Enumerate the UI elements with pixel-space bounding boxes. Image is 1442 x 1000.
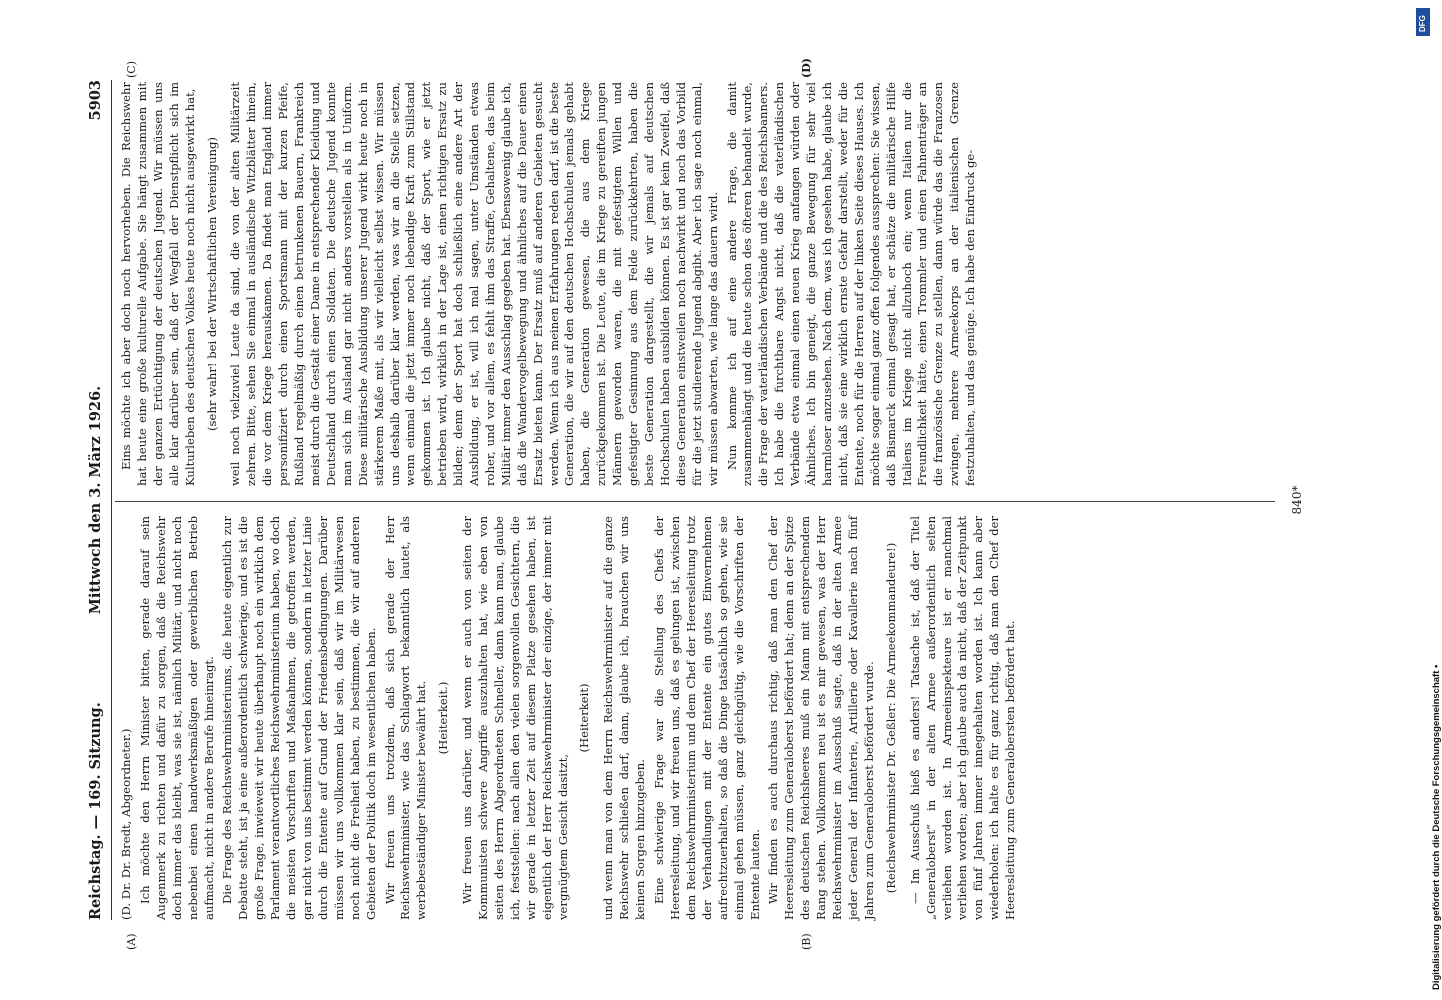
paragraph: Ich möchte den Herrn Minister bitten, gerade darauf sein Augenmerk zu richten und dafür zu sorgen, daß die Reichswehr doch immer das bleibt, was sie ist, nämlich Militär, und nicht noch nebenbei einen handwerksmäßigen oder gewerblichen Betrieb aufmacht, nicht in andere Berufe hineinragt. [137, 516, 216, 920]
header-rule [111, 80, 112, 920]
margin-marker-d: (D) [800, 58, 813, 78]
paragraph: Eins möchte ich aber doch noch hervorheben. Die Reichswehr hat heute eine große kulturelle Aufgabe. Sie hängt zusammen mit der ganzen Ertüchtigung der deutschen Jugend. Wir müssen uns alle klar darüber sein, daß der Wegfall der Dienstpflicht sich im Kulturleben des deutschen Volkes heute noch nicht ausgewirkt hat, [119, 82, 197, 486]
paragraph: und wenn man von dem Herrn Reichswehrminister auf die ganze Reichswehr schließen darf, dann, glaube ich, brauchen wir uns keinen Sorgen hinzugeben. [601, 516, 648, 920]
interjection: (Heiterkeit.) [436, 681, 451, 755]
digitization-sidebar [1405, 0, 1442, 1000]
paragraph: Wir freuen uns trotzdem, daß sich gerade der Herr Reichswehrminister, wie das Schlagwort bekanntlich lautet, als werbebeständiger Minister bewährt hat. [382, 516, 429, 920]
paragraph: Wir freuen uns darüber, und wenn er auch von seiten der Kommunisten schwere Angriffe auszuhalten hat, wie eben von seiten des Herrn Abgeordneten Schneller, dann kann man, glaube ich, feststellen: nach allen den vielen sorgenvollen Gesichtern, die wir gerade in letzter Zeit auf diesem Platze gesehen haben, ist eigentlich der Herr Reichswehrminister der einzige, der immer mit vergnügtem Gesicht dasitzt, [460, 516, 570, 920]
paragraph: Wir finden es auch durchaus richtig, daß man den Chef der Heeresleitung zum Generaloberst befördert hat; denn an der Spitze des deutschen Reichsheeres muß ein Mann mit entsprechendem Rang stehen. Vollkommen neu ist es mir gewesen, was der Herr Reichswehrminister im Ausschuß sagte, daß in der alten Armee jeder General der Infanterie, Artillerie oder Kavallerie nach fünf Jahren zum Generaloberst befördert wurde. [766, 516, 876, 920]
rotated-page [85, 58, 1335, 950]
interjection: (sehr wahr! bei der Wirtschaftlichen Vereinigung) [204, 137, 219, 431]
page-header [85, 80, 113, 920]
page-number: 5903 [87, 80, 104, 121]
speaker-line: (D. Dr. Dr. Bredt, Abgeordneter.) [119, 728, 133, 920]
funding-note: Digitalisierung gefördert durch die Deutsche Forschungsgemeinschaft • [1431, 664, 1442, 990]
margin-marker-b: (B) [800, 933, 813, 950]
margin-marker-a: (A) [125, 933, 138, 950]
dfg-logo-text: DFG [1418, 15, 1427, 32]
column-divider [115, 501, 1275, 502]
dfg-logo [1416, 8, 1430, 36]
paragraph: weil noch vielzuviel Leute da sind, die von der alten Militärzeit zehren. Bitte, sehen Sie einmal in ausländische Witzblätter hinein, die vor dem Kriege herauskamen. Da findet man England immer personifiziert durch einen Sportsmann mit der kurzen Pfeife, Rußland regelmäßig durch einen betrunkenen Bauern, Frankreich meist durch die Gestalt einer Dame in entsprechender Kleidung und Deutschland durch einen Soldaten. Die deutsche Jugend konnte man sich im Ausland gar nicht anders vorstellen als in Uniform. Diese militärische Ausbildung unserer Jugend wirkt heute noch in stärkerem Maße mit, als wir vielleicht selbst wissen. Wir müssen uns deshalb darüber klar werden, was wir an die Stelle setzen, wenn einmal die jetzt immer noch lebendige Kraft zum Stillstand gekommen ist. Ich glaube nicht, daß der Sport, wie er jetzt betrieben wird, wirklich in der Lage ist, einen richtigen Ersatz zu bilden; denn der Sport hat doch schließlich eine andere Art der Ausbildung, er ist, will ich mal sagen, unter Umständen etwas roher, und vor allem, es fehlt ihm das Straffe, Gehaltene, das beim Militär immer den Ausschlag gegeben hat. Ebensowenig glaube ich, daß die Wandervogelbewegung und ähnliches auf die Dauer einen Ersatz bieten kann. Der Ersatz muß auf anderen Gebieten gesucht werden. Wenn ich aus meinen Erfahrungen reden darf, ist die beste Generation, die wir auf den deutschen Hochschulen jemals gehabt haben, die Generation gewesen, die aus dem Kriege zurückgekommen ist. Die Leute, die im Kriege zu gereiften jungen Männern geworden waren, die mit gefestigtem Willen und gefestigter Gesinnung aus dem Felde zurückkehrten, haben die beste Generation dargestellt, die wir jemals auf deutschen Hochschulen haben ausbilden können. Es ist gar kein Zweifel, daß diese Generation einstweilen noch nachwirkt und noch das Vorbild für die jetzt studierende Jugend abgibt. Aber ich sage noch einmal, wir müssen abwarten, wie lange das dauern wird. [228, 82, 720, 486]
paragraph: Nun komme ich auf eine andere Frage, die damit zusammenhängt und die heute schon des öfteren behandelt wurde, die Frage der vaterländischen Verbände und die des Reichsbanners. Ich habe die furchtbare Angst nicht, daß die vaterländischen Verbände etwa einmal einen neuen Krieg anfangen würden oder Ähnliches. Ich bin geneigt, die ganze Bewegung für sehr viel harmloser anzusehen. Nach dem, was ich gesehen habe, glaube ich nicht, daß sie eine wirklich ernste Gefahr darstellt, weder für die Entente, noch für die Herren auf der linken Seite dieses Hauses. Ich möchte sogar einmal ganz offen folgendes aussprechen: Sie wissen, daß Bismarck einmal gesagt hat, er schätze die militärische Hilfe Italiens im Kriege nicht allzuhoch ein; wenn Italien nur die Freundlichkeit hätte, einen Trommler und einen Fahnenträger an die französische Grenze zu stellen, dann würde das die Franzosen zwingen, mehrere Armeekorps an der italienischen Grenze festzuhalten, und das genüge. Ich habe den Eindruck ge- [724, 82, 978, 486]
interjection: (Heiterkeit) [577, 683, 592, 753]
paragraph: Eine schwierige Frage war die Stellung des Chefs der Heeresleitung, und wir freuen uns, daß es gelungen ist, zwischen dem Reichswehrministerium und dem Chef der Heeresleitung trotz der Verhandlungen mit der Entente ein gutes Einvernehmen aufrechtzuerhalten, so daß die Dinge tatsächlich so gehen, wie sie einmal gehen müssen, ganz gleichgültig, wie die Vorschriften der Entente lauten. [652, 516, 762, 920]
header-date: Mittwoch den 3. März 1926. [87, 385, 104, 615]
right-column [119, 82, 1269, 486]
interjection: (Reichswehrminister Dr. Geßler: Die Armeekommandeure!) [883, 542, 898, 894]
signature-mark: 840* [1290, 485, 1304, 515]
header-left: Reichstag. — 169. Sitzung. [87, 702, 104, 920]
left-column [119, 516, 1269, 920]
paragraph: — Im Ausschuß hieß es anders! Tatsache ist, daß der Titel „Generaloberst“ in der alten Armee außerordentlich selten verliehen worden ist. In Armeeinspekteure ist er manchmal verliehen worden; aber ich glaube auch da nicht, daß der Zeitpunkt von fünf Jahren immer innegehalten worden ist. Ich kann aber wiederholen: ich halte es für ganz richtig, daß man den Chef der Heeresleitung zum Generalobersten befördert hat. [907, 516, 1018, 920]
margin-marker-c: (C) [125, 61, 138, 78]
paragraph: Die Frage des Reichswehrministeriums, die heute eigentlich zur Debatte steht, ist ja eine außerordentlich schwierige, und es ist die große Frage, inwieweit wir heute überhaupt noch ein wirklich dem Parlament verantwortliches Reichswehrministerium haben, wo doch die meisten Vorschriften und Maßnahmen, die getroffen werden, gar nicht von uns bestimmt werden können, sondern in letzter Linie durch die Entente auf Grund der Friedensbedingungen. Darüber müssen wir uns vollkommen klar sein, daß wir im Militärwesen noch nicht die Freiheit haben, zu bestimmen, die wir auf anderen Gebieten der Politik doch im wesentlichen haben. [220, 516, 378, 920]
